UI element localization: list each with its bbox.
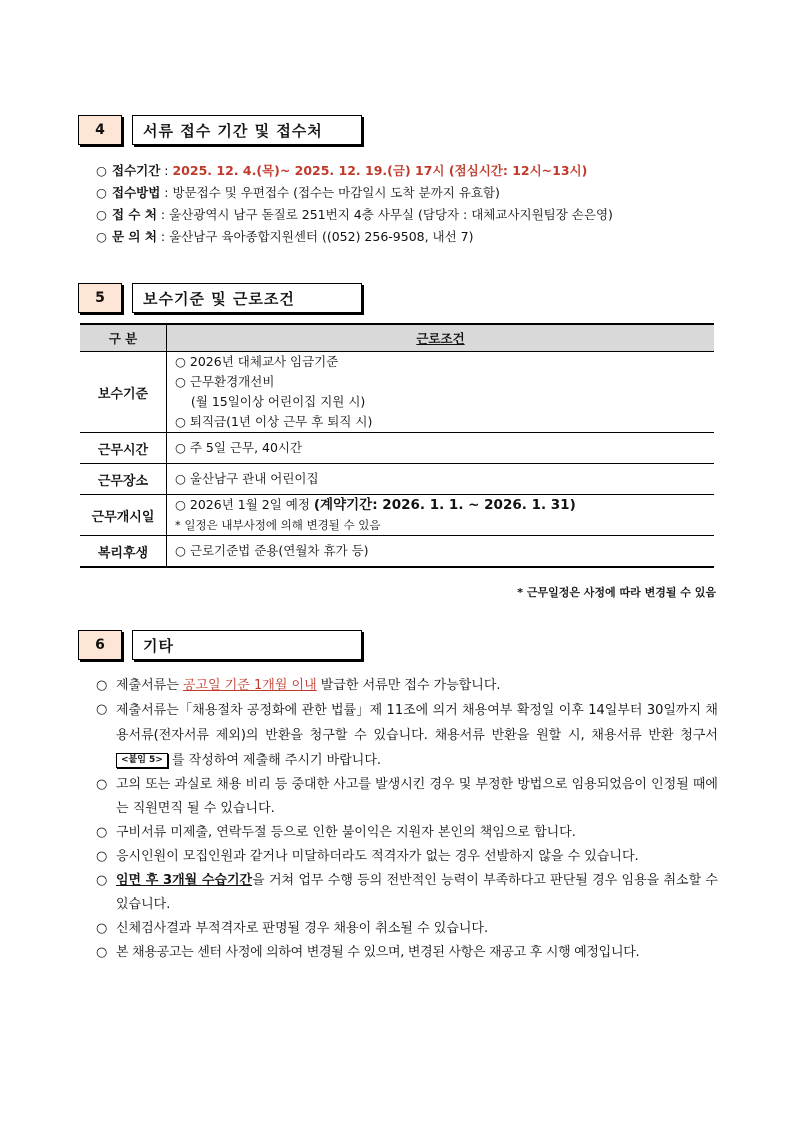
section-number: 4 xyxy=(78,115,122,145)
section-title: 보수기준 및 근로조건 xyxy=(132,283,362,313)
list-item: ○ 본 채용공고는 센터 사정에 의하여 변경될 수 있으며, 변경된 사항은 재공고 후 시행 예정입니다. xyxy=(96,945,640,960)
list-item: ○ 제출서류는 공고일 기준 1개월 이내 발급한 서류만 접수 가능합니다. xyxy=(96,678,501,693)
section-title: 서류 접수 기간 및 접수처 xyxy=(132,115,362,145)
section-number: 5 xyxy=(78,283,122,313)
row-label: 근무시간 xyxy=(80,433,167,464)
list-item: ○ 제출서류는「채용절차 공정화에 관한 법률」제 11조에 의거 채용여부 확정일 이후 14일부터 30일까지 채용서류(전자서류 제외)의 반환을 청구할 수 있습니다. 채용서류 반환을 원할 시, 채용서류 반환 청구서 <붙임 5> 를 작성하여 제출해 주시기 바랍니다. xyxy=(96,702,718,768)
row-content: ○ 2026년 1월 2일 예정 (계약기간: 2026. 1. 1. ~ 2026. 1. 31) * 일정은 내부사정에 의해 변경될 수 있음 xyxy=(167,495,715,536)
list-item: ○ 신체검사결과 부적격자로 판명될 경우 채용이 취소될 수 있습니다. xyxy=(96,921,489,936)
schedule-note: * 근무일정은 사정에 따라 변경될 수 있음 xyxy=(517,586,716,599)
section-6-header xyxy=(78,630,362,660)
row-content: ○ 2026년 대체교사 임금기준 ○ 근무환경개선비 (월 15일이상 어린이집 지원 시) ○ 퇴직금(1년 이상 근무 후 퇴직 시) xyxy=(167,352,715,433)
list-item: ○ 응시인원이 모집인원과 같거나 미달하더라도 적격자가 없는 경우 선발하지 않을 수 있습니다. xyxy=(96,849,639,864)
list-item-contact: ○ 문 의 처 : 울산남구 육아종합지원센터 ((052) 256-9508, 내선 7) xyxy=(96,229,474,244)
section-5-header xyxy=(78,283,362,313)
header-conditions: 근로조건 xyxy=(167,324,715,352)
application-info-list xyxy=(96,160,613,248)
row-content: ○ 근로기준법 준용(연월차 휴가 등) xyxy=(167,536,715,568)
table-row xyxy=(80,433,714,464)
list-item-method: ○ 접수방법 : 방문접수 및 우편접수 (접수는 마감일시 도착 분까지 유효함) xyxy=(96,185,500,200)
other-notices-list xyxy=(96,674,718,965)
table-row xyxy=(80,536,714,568)
row-label: 보수기준 xyxy=(80,352,167,433)
table-row xyxy=(80,352,714,433)
section-title: 기타 xyxy=(132,630,362,660)
row-content: ○ 울산남구 관내 어린이집 xyxy=(167,464,715,495)
header-category: 구 분 xyxy=(80,324,167,352)
table-row xyxy=(80,495,714,536)
row-content: ○ 주 5일 근무, 40시간 xyxy=(167,433,715,464)
section-4-header xyxy=(78,115,362,145)
table-row xyxy=(80,464,714,495)
list-item: ○ 구비서류 미제출, 연락두절 등으로 인한 불이익은 지원자 본인의 책임으로 합니다. xyxy=(96,825,576,840)
table-header-row xyxy=(80,324,714,352)
list-item-period: ○ 접수기간 : 2025. 12. 4.(목)~ 2025. 12. 19.(금) 17시 (점심시간: 12시~13시) xyxy=(96,163,588,178)
attachment-badge: <붙임 5> xyxy=(116,753,168,768)
section-number: 6 xyxy=(78,630,122,660)
list-item-place: ○ 접 수 처 : 울산광역시 남구 돋질로 251번지 4층 사무실 (담당자 : 대체교사지원팀장 손은영) xyxy=(96,207,613,222)
row-label: 근무개시일 xyxy=(80,495,167,536)
row-label: 근무장소 xyxy=(80,464,167,495)
row-label: 복리후생 xyxy=(80,536,167,568)
list-item: ○ 고의 또는 과실로 채용 비리 등 중대한 사고를 발생시킨 경우 및 부정한 방법으로 임용되었음이 인정될 때에는 직원면직 될 수 있습니다. xyxy=(96,777,718,816)
working-conditions-table xyxy=(80,323,714,568)
list-item: ○ 임면 후 3개월 수습기간을 거쳐 업무 수행 등의 전반적인 능력이 부족하다고 판단될 경우 임용을 취소할 수 있습니다. xyxy=(96,873,718,912)
